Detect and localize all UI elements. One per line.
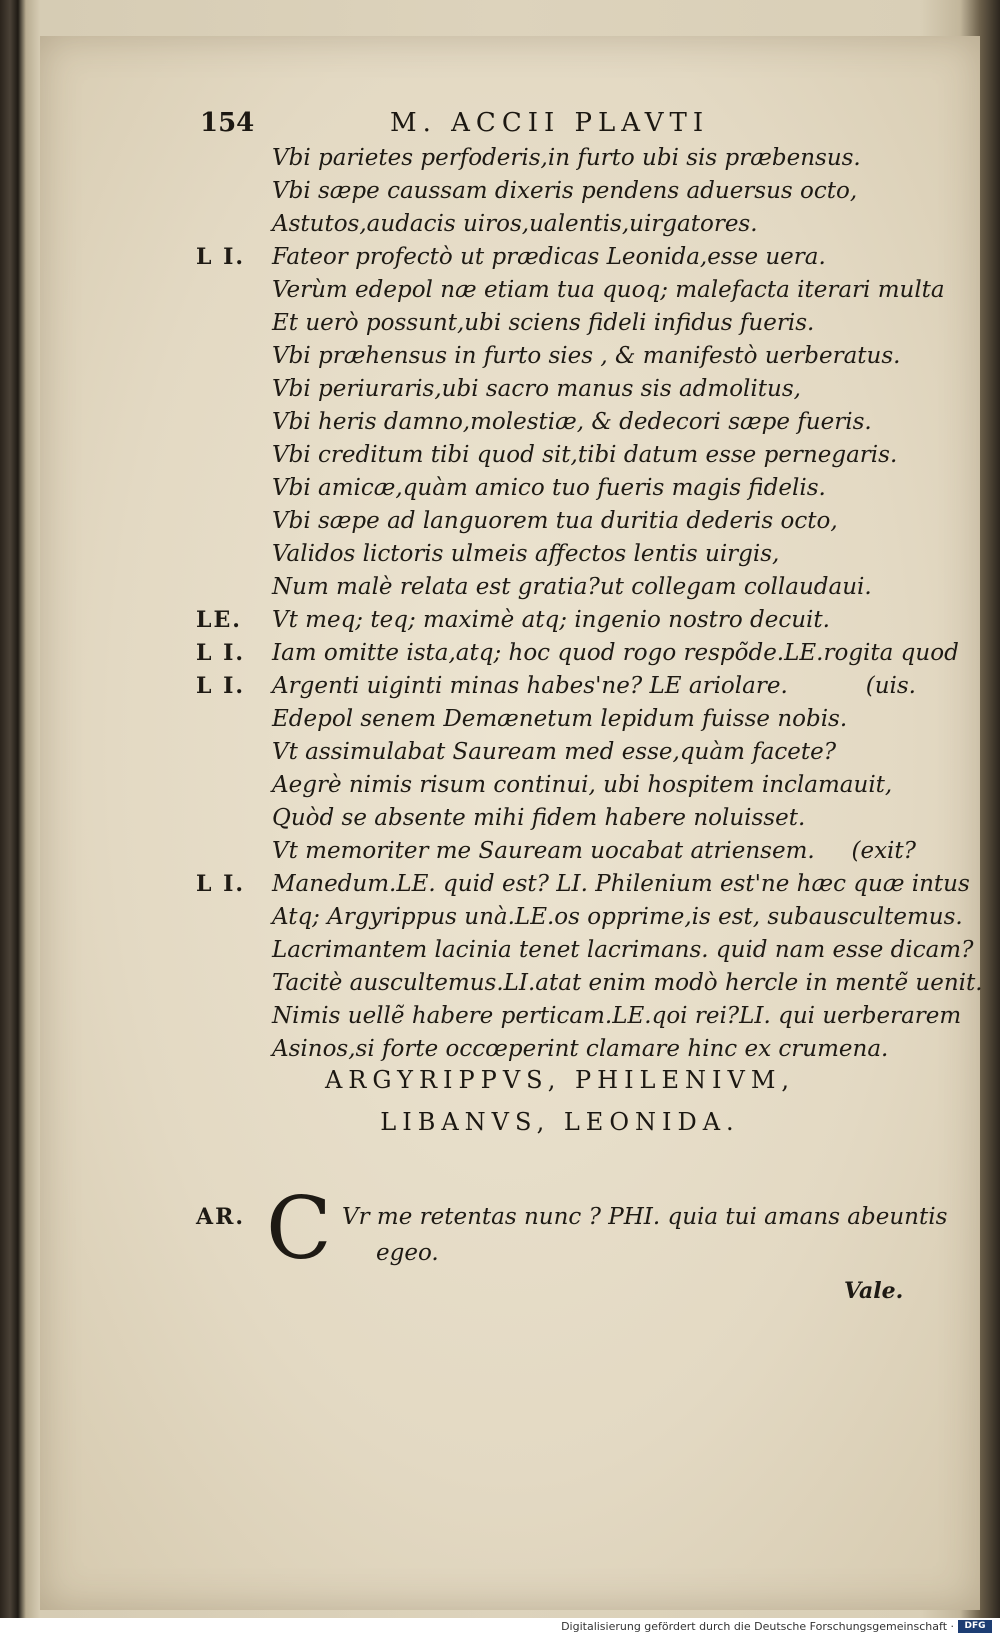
digitization-footer: [0, 1618, 1000, 1636]
verse-text: Vbi parietes perfoderis,in furto ubi sis præbensus.: [272, 145, 861, 171]
verse-line: [196, 373, 916, 406]
verse-text: Edepol senem Demænetum lepidum fuisse nobis.: [272, 706, 848, 732]
verse-line: [196, 736, 916, 769]
speaker-label: LE.: [196, 607, 242, 633]
verse-text: Nimis uellẽ habere perticam.LE.qoi rei?LI. qui uerberarem: [272, 1003, 962, 1029]
verse-text: Vbi sæpe ad languorem tua duritia dederis octo,: [272, 508, 838, 534]
verse-text: Fateor profectò ut prædicas Leonida,esse uera.: [272, 244, 826, 270]
speaker-label: L I.: [196, 871, 246, 897]
scene-heading-line-2: LIBANVS, LEONIDA.: [380, 1108, 740, 1136]
verse-line: [196, 604, 916, 637]
verse-line: [196, 406, 916, 439]
verse-text: Vbi sæpe caussam dixeris pendens aduersus octo,: [272, 178, 858, 204]
verse-line: [196, 670, 916, 703]
verse-text: Quòd se absente mihi fidem habere noluisset.: [272, 805, 806, 831]
speaker-label: L I.: [196, 640, 246, 666]
verse-line: [196, 538, 916, 571]
verse-line: [196, 571, 916, 604]
verse-line: [196, 472, 916, 505]
speaker-label: L I.: [196, 673, 246, 699]
verse-text: Tacitè auscultemus.LI.atat enim modò hercle in mentẽ uenit.: [272, 970, 983, 996]
verse-text: Iam omitte ista,atq; hoc quod rogo respõde.LE.rogita quod: [272, 640, 959, 666]
verse-line: [196, 340, 916, 373]
verse-line: [196, 505, 916, 538]
page-number: 154: [200, 108, 255, 138]
stage-aside: (uis.: [865, 673, 916, 699]
verse-text: Et uerò possunt,ubi sciens fideli infidus fueris.: [272, 310, 815, 336]
verse-text: Aegrè nimis risum continui, ubi hospitem inclamauit,: [272, 772, 893, 798]
verse-line: [196, 901, 963, 934]
dfg-logo: DFG: [958, 1620, 992, 1633]
running-title: M. ACCII PLAVTI: [390, 108, 710, 138]
scene-heading-line-1: ARGYRIPPVS, PHILENIVM,: [324, 1066, 796, 1094]
verse-text: Manedum.LE. quid est? LI. Philenium est'ne hæc quæ intus: [272, 871, 970, 897]
drop-capital: C: [266, 1179, 332, 1279]
verse-text: Vbi præhensus in furto sies , & manifestò uerberatus.: [272, 343, 901, 369]
verse-line: [196, 1000, 962, 1033]
verse-text: Validos lictoris ulmeis affectos lentis uirgis,: [272, 541, 780, 567]
verse-text: Num malè relata est gratia?ut collegam collaudaui.: [272, 574, 872, 600]
verse-line: [196, 439, 916, 472]
catchword: Vale.: [844, 1278, 904, 1304]
verse-line: [196, 637, 959, 670]
verse-line: [196, 274, 945, 307]
verse-text: Verùm edepol næ etiam tua quoq; malefacta iterari multa: [272, 277, 945, 303]
verse-text: Lacrimantem lacinia tenet lacrimans. quid nam esse dicam?: [272, 937, 974, 963]
verse-line: [196, 967, 983, 1000]
verse-line: [196, 769, 916, 802]
verse-line: [196, 142, 916, 175]
verse-text: Vbi amicæ,quàm amico tuo fueris magis fidelis.: [272, 475, 826, 501]
verse-text: Vt assimulabat Sauream med esse,quàm facete?: [272, 739, 837, 765]
verse-text: Vt memoriter me Sauream uocabat atriensem.: [272, 838, 815, 864]
verse-text: Vbi periuraris,ubi sacro manus sis admolitus,: [272, 376, 801, 402]
verse-text: Astutos,audacis uiros,ualentis,uirgatores.: [272, 211, 758, 237]
scene-line-2: egeo.: [376, 1240, 439, 1266]
verse-block: [196, 142, 983, 1066]
verse-text: Argenti uiginti minas habes'ne? LE ariolare.: [272, 673, 788, 699]
verse-line: [196, 835, 916, 868]
verse-line: [196, 1033, 916, 1066]
verse-line: [196, 208, 916, 241]
scene-opening: [196, 1179, 948, 1279]
stage-aside: (exit?: [851, 838, 916, 864]
verse-text: Vbi creditum tibi quod sit,tibi datum esse pernegaris.: [272, 442, 898, 468]
verse-text: Atq; Argyrippus unà.LE.os opprime,is est, subauscultemus.: [272, 904, 963, 930]
verse-text: Asinos,si forte occœperint clamare hinc ex crumena.: [272, 1036, 889, 1062]
verse-line: [196, 175, 916, 208]
funding-credit: Digitalisierung gefördert durch die Deutsche Forschungsgemeinschaft ·: [561, 1620, 954, 1633]
scene-speaker: AR.: [196, 1204, 246, 1230]
scene-line-1: Vr me retentas nunc ? PHI. quia tui amans abeuntis: [342, 1204, 948, 1230]
verse-line: [196, 703, 916, 736]
verse-line: [196, 868, 970, 901]
verse-line: [196, 934, 974, 967]
verse-text: Vt meq; teq; maximè atq; ingenio nostro decuit.: [272, 607, 830, 633]
verse-line: [196, 307, 916, 340]
verse-text: Vbi heris damno,molestiæ, & dedecori sæpe fueris.: [272, 409, 872, 435]
speaker-label: L I.: [196, 244, 246, 270]
verse-line: [196, 241, 916, 274]
verse-line: [196, 802, 916, 835]
